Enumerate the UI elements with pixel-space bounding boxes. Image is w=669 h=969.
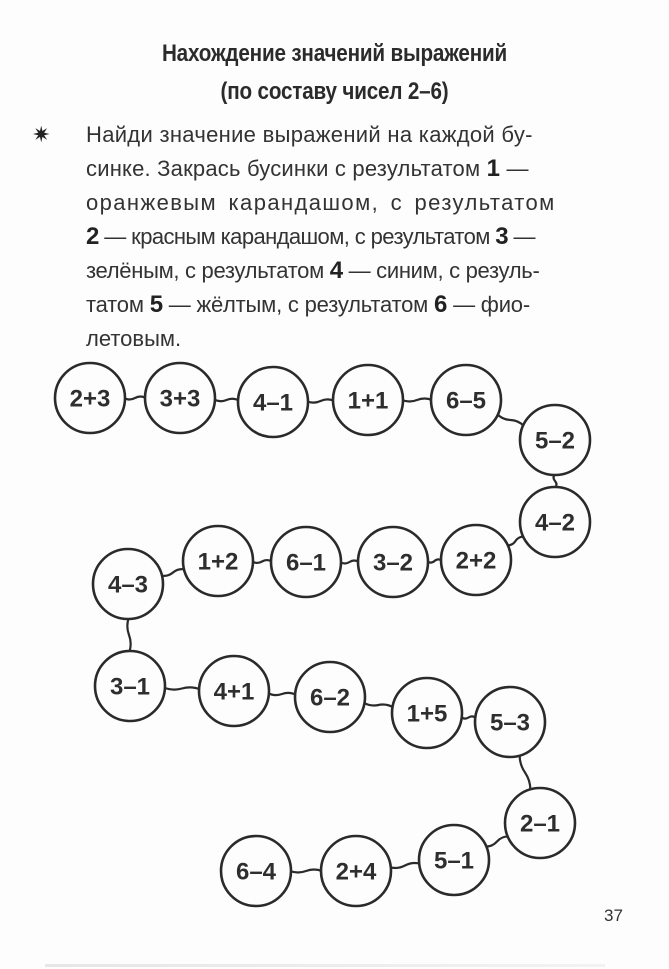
bead-expression: 6–4 [235, 858, 277, 886]
bead-expression: 4+1 [213, 678, 255, 706]
page-title: Нахождение значений выражений [161, 40, 508, 67]
bead-expression: 1+2 [197, 548, 239, 576]
bead-expression: 5–2 [534, 427, 576, 455]
bead[interactable] [321, 836, 391, 906]
result-number: 2 [86, 223, 99, 250]
thread-segment [520, 755, 531, 791]
task-line: летовым. [86, 326, 182, 351]
bead-expression: 3–2 [372, 549, 414, 577]
bead-expression: 3–1 [109, 673, 151, 701]
task-line: зелёным, с результатом 4 — синим, с резуль- [86, 257, 540, 284]
bead[interactable] [431, 365, 501, 435]
bead[interactable] [95, 651, 165, 721]
task-line: синке. Закрась бусинки с результатом 1 — [86, 155, 529, 182]
task-line: 2 — красным карандашом, с результатом 3 — [86, 223, 535, 250]
bead[interactable] [271, 527, 341, 597]
bead[interactable] [419, 825, 489, 895]
thread-segment [161, 569, 185, 576]
bead-expression: 4–2 [534, 509, 576, 537]
result-number: 4 [329, 257, 343, 284]
bead-expression: 1+1 [347, 387, 389, 415]
bead-expression: 2+2 [455, 547, 497, 575]
bead[interactable] [441, 525, 511, 595]
thread-segment [124, 397, 146, 400]
result-number: 5 [149, 291, 163, 318]
bead-group [55, 363, 590, 906]
bead[interactable] [221, 836, 291, 906]
bead[interactable] [238, 367, 308, 437]
page-edge-divider [45, 964, 605, 967]
bead-expression: 3+3 [159, 385, 201, 413]
thread-segment [214, 399, 239, 401]
bead[interactable] [520, 487, 590, 557]
thread-segment [402, 399, 432, 402]
bead-expression: 1+5 [406, 700, 448, 728]
thread-segment [485, 836, 509, 846]
thread-segment [461, 716, 476, 718]
bead-expression: 6–2 [309, 684, 351, 712]
bead[interactable] [93, 549, 163, 619]
bead[interactable] [505, 788, 575, 858]
thread-segment [390, 863, 420, 868]
thread-segment [507, 537, 525, 546]
bead-expression: 5–3 [489, 709, 531, 737]
thread-segment [164, 687, 200, 689]
thread-segment [127, 618, 130, 652]
thread-segment [340, 561, 359, 564]
page-subtitle: (по составу чисел 2–6) [220, 78, 449, 105]
bead[interactable] [145, 363, 215, 433]
bead[interactable] [358, 527, 428, 597]
bead-expression: 6–5 [445, 387, 487, 415]
thread-segment [290, 870, 322, 873]
bead[interactable] [295, 662, 365, 732]
result-number: 1 [486, 155, 501, 182]
thread-segment [364, 703, 394, 708]
task-line: татом 5 — жёлтым, с результатом 6 — фио- [86, 291, 530, 318]
thread-segment [252, 560, 272, 563]
bead-expression: 2+3 [69, 385, 111, 413]
necklace-thread [124, 397, 557, 873]
bead[interactable] [392, 678, 462, 748]
bead[interactable] [333, 365, 403, 435]
thread-segment [268, 693, 296, 695]
result-number: 6 [434, 291, 448, 318]
bead-expression: 5–1 [433, 847, 475, 875]
bead[interactable] [520, 405, 590, 475]
result-number: 3 [495, 223, 509, 250]
page-number: 37 [604, 906, 623, 925]
bead-expression: 4–1 [252, 389, 294, 417]
asterisk-bullet-icon: ✷ [32, 122, 51, 147]
task-line: оранжевым карандашом, с результатом [86, 190, 556, 215]
bead[interactable] [55, 363, 125, 433]
bead[interactable] [183, 526, 253, 596]
thread-segment [497, 414, 524, 426]
bead-expression: 2+4 [335, 858, 377, 886]
bead[interactable] [199, 656, 269, 726]
bead-expression: 4–3 [107, 571, 149, 599]
task-line: Найди значение выражений на каждой бу- [86, 122, 533, 147]
bead-expression: 2–1 [519, 810, 561, 838]
thread-segment [307, 399, 334, 402]
bead-expression: 6–1 [285, 549, 327, 577]
bead[interactable] [475, 687, 545, 757]
